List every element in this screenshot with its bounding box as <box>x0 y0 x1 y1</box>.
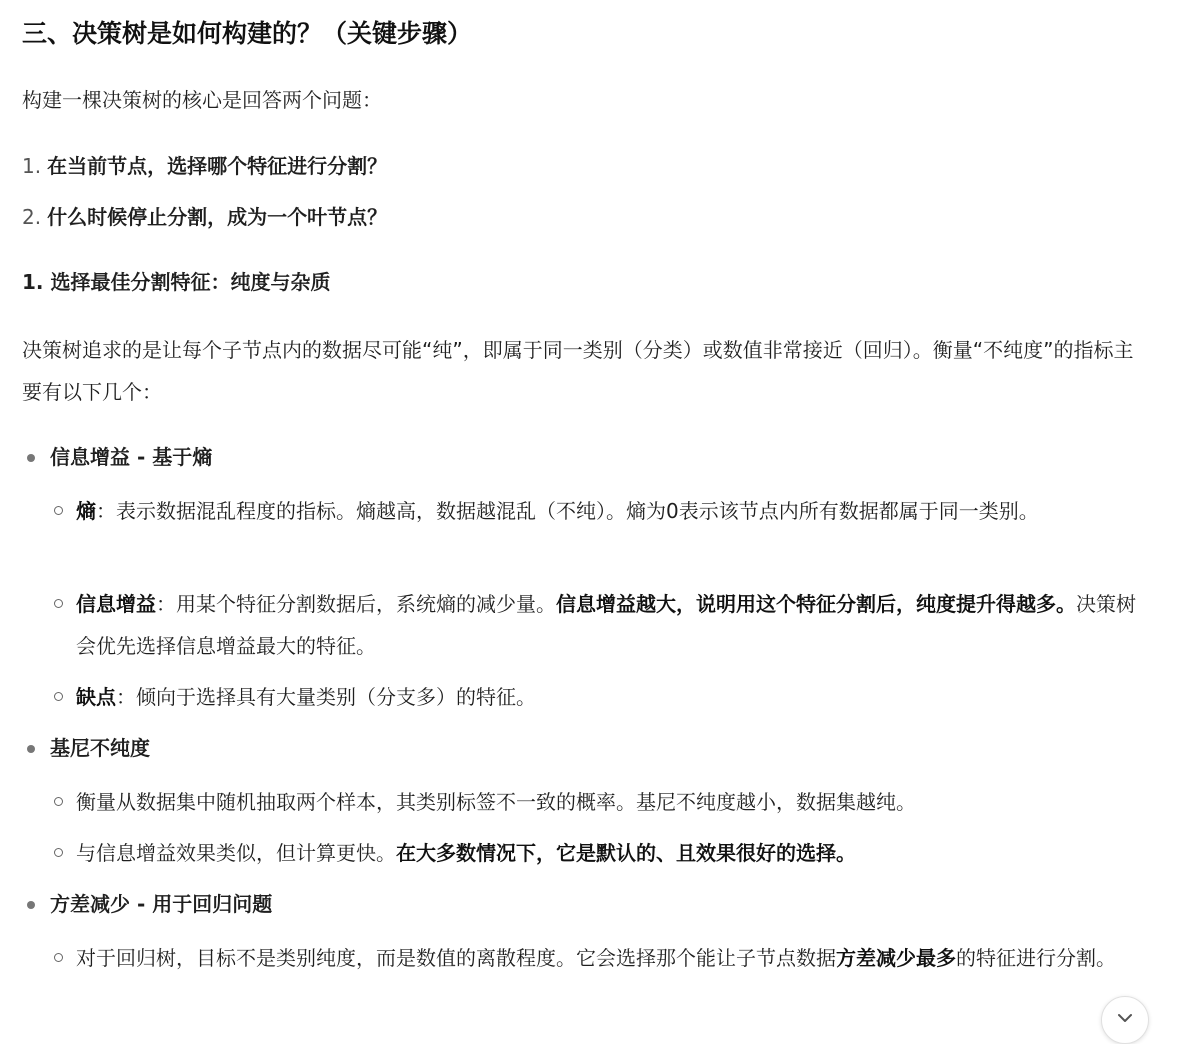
sub-list-item <box>76 490 1152 532</box>
question-text: 什么时候停止分割，成为一个叶节点？ <box>47 205 388 229</box>
question-item <box>22 145 387 196</box>
term-bold: 缺点 <box>76 685 116 709</box>
sub-list-item <box>76 937 1152 979</box>
emphasis-bold: 方差减少最多 <box>836 946 956 970</box>
term-bold: 信息增益 <box>76 592 156 616</box>
emphasis-bold: 信息增益越大，说明用这个特征分割后，纯度提升得越多。 <box>556 592 1076 616</box>
question-item <box>22 196 387 247</box>
bullet-dot-icon <box>27 454 35 462</box>
bullet-item <box>22 727 150 769</box>
term-desc: ：表示数据混乱程度的指标。熵越高，数据越混乱（不纯）。熵为0表示该节点内所有数据都属于同一类别。 <box>96 499 1039 523</box>
sub-list-item <box>76 832 1152 874</box>
term-desc: ：倾向于选择具有大量类别（分支多）的特征。 <box>116 685 536 709</box>
emphasis-bold: 在大多数情况下，它是默认的、且效果很好的选择。 <box>396 841 856 865</box>
bullet-dot-icon <box>27 745 35 753</box>
item-text: 与信息增益效果类似，但计算更快。 <box>76 841 396 865</box>
circle-bullet-icon <box>54 848 63 857</box>
circle-bullet-icon <box>54 692 63 701</box>
sub-list-item <box>76 676 1152 718</box>
bullet-item <box>22 436 212 478</box>
circle-bullet-icon <box>54 506 63 515</box>
bullet-item <box>22 883 272 925</box>
question-text: 在当前节点，选择哪个特征进行分割？ <box>47 154 388 178</box>
bullet-title: 信息增益 - 基于熵 <box>50 445 213 469</box>
scroll-down-button[interactable] <box>1101 996 1149 1044</box>
sub-list-item <box>76 781 1152 823</box>
bullet-dot-icon <box>27 901 35 909</box>
bullet-title: 基尼不纯度 <box>50 736 150 760</box>
subsection-title: 1. 选择最佳分割特征：纯度与杂质 <box>22 270 331 294</box>
chevron-down-icon <box>1117 1013 1133 1023</box>
circle-bullet-icon <box>54 797 63 806</box>
section-title: 三、决策树是如何构建的？（关键步骤） <box>22 19 473 48</box>
subsection-intro: 决策树追求的是让每个子节点内的数据尽可能“纯”，即属于同一类别（分类）或数值非常接近（回归）。衡量“不纯度”的指标主要有以下几个： <box>22 338 1134 404</box>
bullet-title: 方差减少 - 用于回归问题 <box>50 892 273 916</box>
list-number: 2. <box>22 205 42 229</box>
sub-list-item <box>76 583 1152 667</box>
item-text: 衡量从数据集中随机抽取两个样本，其类别标签不一致的概率。基尼不纯度越小，数据集越纯。 <box>76 790 916 814</box>
item-text-cont: 的特征进行分割。 <box>956 946 1116 970</box>
term-desc: ：用某个特征分割数据后，系统熵的减少量。 <box>156 592 556 616</box>
term-desc-cont: 决策树会优先选择信息增益最大的特征。 <box>76 592 1136 658</box>
circle-bullet-icon <box>54 953 63 962</box>
circle-bullet-icon <box>54 599 63 608</box>
term-bold: 熵 <box>76 499 96 523</box>
list-number: 1. <box>22 154 42 178</box>
intro-paragraph: 构建一棵决策树的核心是回答两个问题： <box>22 88 382 112</box>
item-text: 对于回归树，目标不是类别纯度，而是数值的离散程度。它会选择那个能让子节点数据 <box>76 946 836 970</box>
question-list <box>22 145 387 247</box>
